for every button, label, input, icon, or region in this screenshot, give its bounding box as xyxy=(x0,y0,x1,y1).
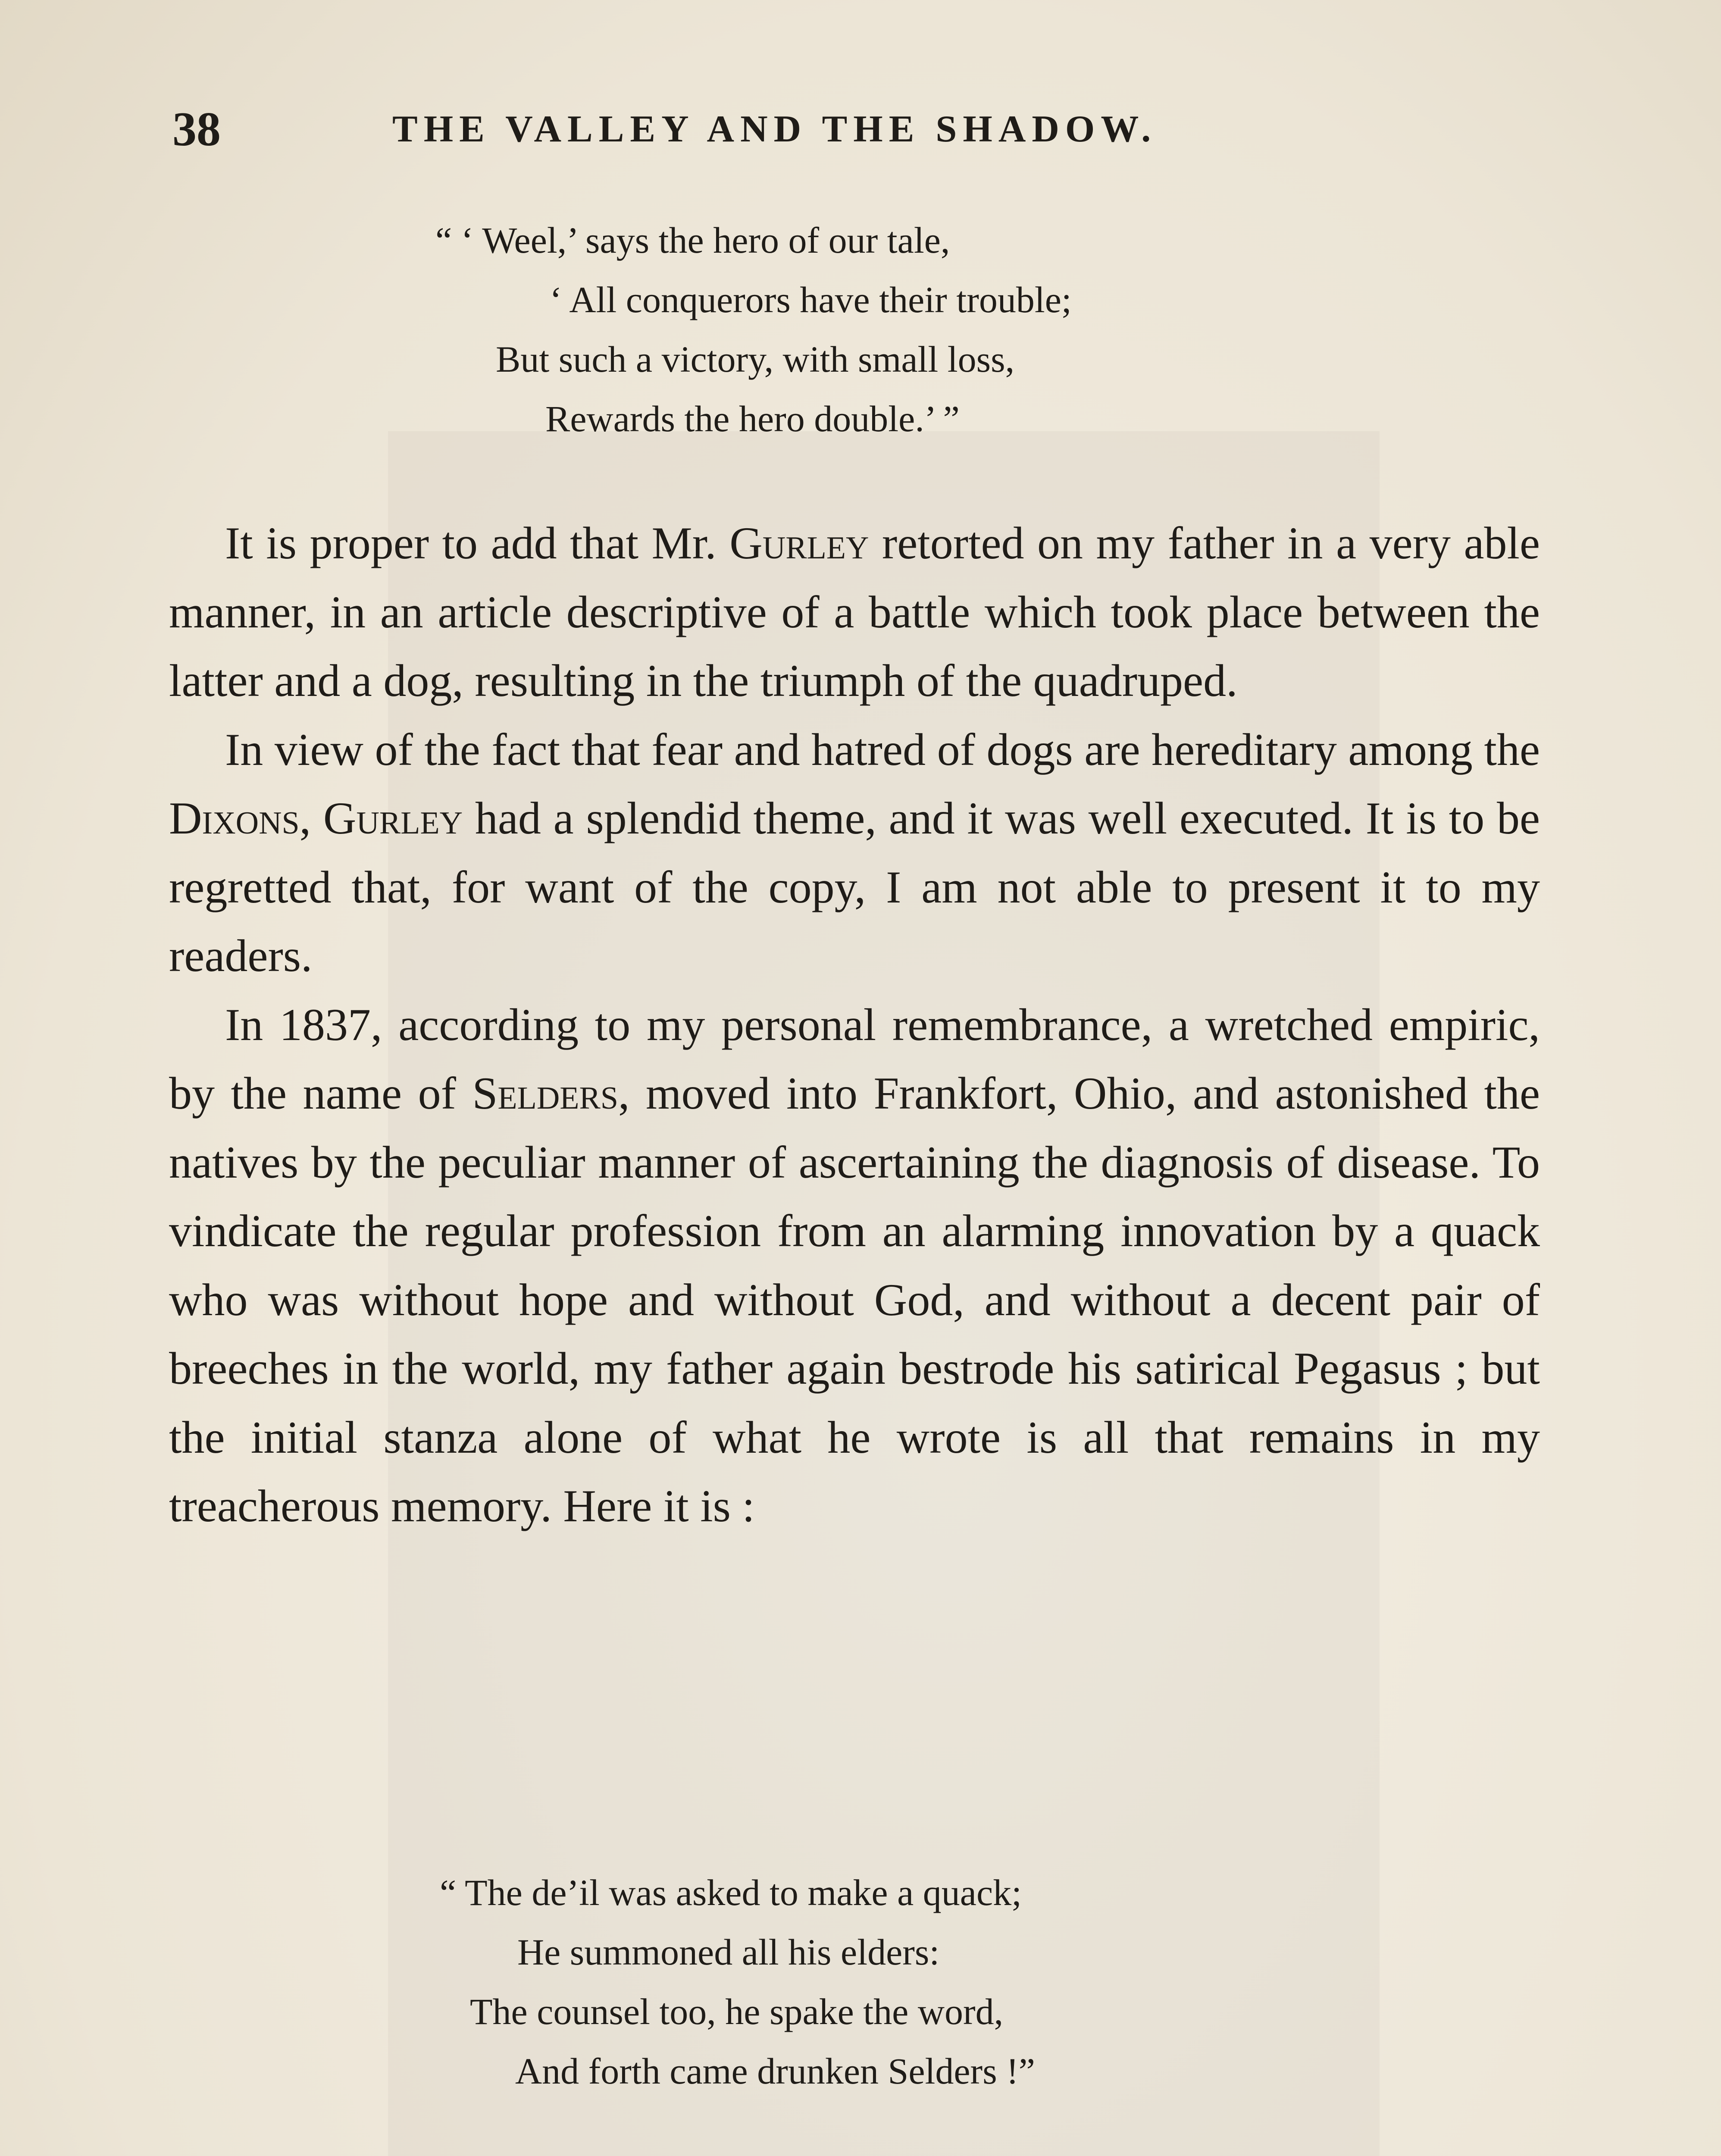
page-number: 38 xyxy=(172,103,221,156)
name-gurley: Gurley xyxy=(323,793,463,843)
verse-quote-1 xyxy=(0,0,1721,439)
verse-line: He summoned all his elders: xyxy=(517,1931,940,1973)
body-text-lower xyxy=(169,2150,1540,2156)
paragraph xyxy=(169,2150,1540,2156)
name-selders: Selders xyxy=(472,1068,618,1119)
verse-line: The counsel too, he spake the word, xyxy=(470,1991,1004,2032)
paragraph: In 1837, according to my personal remembrance, a wretched empiric, by the name of Selders, moved into Frankfort, Ohio, and astonished the natives by the peculiar manner of ascertaining the diagnosis of disease. To vindicate the regular profession from an alarming innovation by a quack who was without hope and without God, and without a decent pair of breeches in the world, my father again bestrode his satirical Pegasus ; but the initial stanza alone of what he wrote is all that remains in my treacherous memory. Here it is : xyxy=(169,999,1540,1531)
verse-line: “ ‘ Weel,’ says the hero of our tale, xyxy=(435,219,950,261)
verse-line: But such a victory, with small loss, xyxy=(496,338,1015,380)
verse-line: And forth came drunken Selders !” xyxy=(515,2050,1035,2092)
verse-line: ‘ All conquerors have their trouble; xyxy=(550,279,1072,320)
name-gurley: Gurley xyxy=(729,518,869,568)
paragraph: It is proper to add that Mr. Gurley retorted on my father in a very able manner, in an article descriptive of a battle which took place between the latter and a dog, resulting in the triumph of the quadruped. xyxy=(169,518,1540,706)
body-text-upper xyxy=(169,509,1540,1541)
verse-line: “ The de’il was asked to make a quack; xyxy=(440,1872,1022,1913)
name-dixons: Dixons xyxy=(169,793,300,843)
verse-line: Rewards the hero double.’ ” xyxy=(545,398,960,439)
running-title: THE VALLEY AND THE SHADOW. xyxy=(392,108,1157,150)
paragraph: In view of the fact that fear and hatred of dogs are hereditary among the Dixons, Gurley had a splendid theme, and it was well executed. It is to be regretted that, for want of the copy, I am not able to present it to my readers. xyxy=(169,724,1540,981)
